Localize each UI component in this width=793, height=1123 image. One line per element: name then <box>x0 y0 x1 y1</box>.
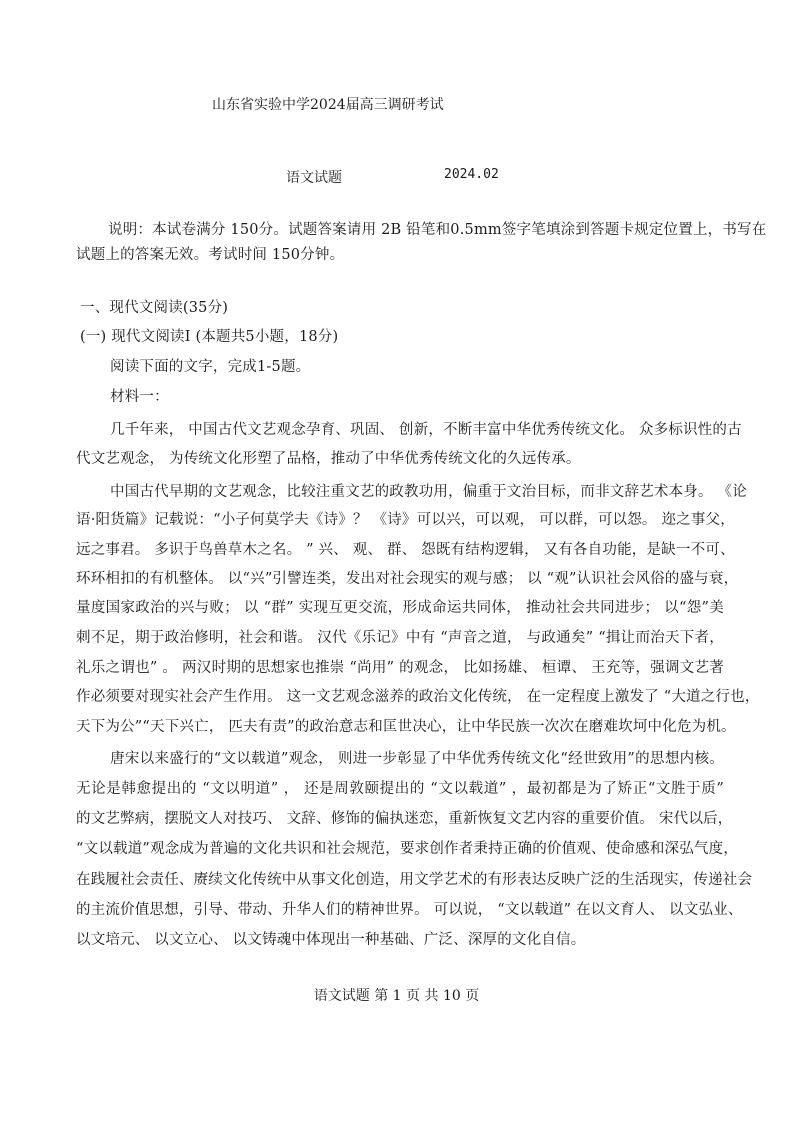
body-line: 中国古代早期的文艺观念，比较注重文艺的政教功用，偏重于文治目标，而非文辞艺术本身。 《论 <box>110 484 747 500</box>
subject-label: 语文试题 <box>286 170 342 186</box>
body-line: 代文艺观念， 为传统文化形塑了品格，推动了中华优秀传统文化的久远传承。 <box>76 451 581 467</box>
body-line: 唐宋以来盛行的“文以载道”观念， 则进一步彰显了中华优秀传统文化“经世致用”的思想内核。 <box>110 751 724 767</box>
reading-prompt: 阅读下面的文字，完成1-5题。 <box>110 359 311 375</box>
instructions-line-2: 试题上的答案无效。考试时间 150分钟。 <box>76 247 345 263</box>
body-line: 天下为公”“天下兴亡， 匹夫有责”的政治意志和匡世决心，让中华民族一次次在磨难坎坷中化危为机。 <box>76 719 736 735</box>
body-line: “文以载道”观念成为普遍的文化共识和社会规范，要求创作者秉持正确的价值观、使命感和深弘气度， <box>76 841 739 857</box>
section-subheading: (一) 现代文阅读Ⅰ (本题共5小题，18分) <box>80 329 339 345</box>
body-line: 环环相扣的有机整体。 以“兴”引譬连类，发出对社会现实的观与感； 以 “观”认识社会风俗的盛与衰， <box>76 571 739 587</box>
body-line: 刺不足，期于政治修明，社会和谐。 汉代《乐记》中有 “声音之道， 与政通矣” “揖让而治天下者， <box>76 630 724 646</box>
body-line: 以文培元、 以文立心、 以文铸魂中体现出一种基础、广泛、深厚的文化自信。 <box>76 932 586 948</box>
exam-date: 2024.02 <box>444 167 499 182</box>
body-line: 量度国家政治的兴与败； 以 “群” 实现互更交流，形成命运共同体， 推动社会共同进步； 以“怨”美 <box>76 600 724 616</box>
page-footer: 语文试题 第 1 页 共 10 页 <box>313 988 480 1004</box>
body-line: 几千年来， 中国古代文艺观念孕育、巩固、 创新，不断丰富中华优秀传统文化。 众多标识性的古 <box>110 422 742 438</box>
section-heading: 一、现代文阅读(35分) <box>80 300 229 316</box>
exam-title: 山东省实验中学2024届高三调研考试 <box>212 97 444 113</box>
body-line: 远之事君。 多识于鸟兽草木之名。 ” 兴、 观、 群、 怨既有结构逻辑， 又有各自功能，是缺一不可、 <box>76 542 735 558</box>
body-line: 作必须要对现实社会产生作用。 这一文艺观念滋养的政治文化传统， 在一定程度上激发了 “大道之行也， <box>76 689 760 705</box>
material-label: 材料一： <box>110 389 169 405</box>
body-line: 语·阳货篇》记载说：“小子何莫学夫《诗》？ 《诗》可以兴，可以观， 可以群，可以怨。 迩之事父， <box>76 512 735 528</box>
body-line: 礼乐之谓也” 。 两汉时期的思想家也推崇 “尚用” 的观念， 比如扬雄、 桓谭、 王充等，强调文艺著 <box>76 660 724 676</box>
body-line: 在践履社会责任、赓续文化传统中从事文化创造，用文学艺术的有形表达反映广泛的生活现实，传递社会 <box>76 872 753 888</box>
body-line: 的主流价值思想，引导、带动、升华人们的精神世界。 可以说， “文以载道” 在以文育人、 以文弘业、 <box>76 902 743 918</box>
body-line: 的文艺弊病，摆脱文人对技巧、 文辞、修饰的偏执迷恋，重新恢复文艺内容的重要价值。 宋代以后， <box>76 811 733 827</box>
instructions-line-1: 说明：本试卷满分 150分。试题答案请用 2B 铅笔和0.5mm签字笔填涂到答题卡规定位置上，书写在 <box>108 222 767 238</box>
body-line: 无论是韩愈提出的 “文以明道” ， 还是周敦颐提出的 “文以载道” ，最初都是为了矫正“文胜于质” <box>76 781 724 797</box>
